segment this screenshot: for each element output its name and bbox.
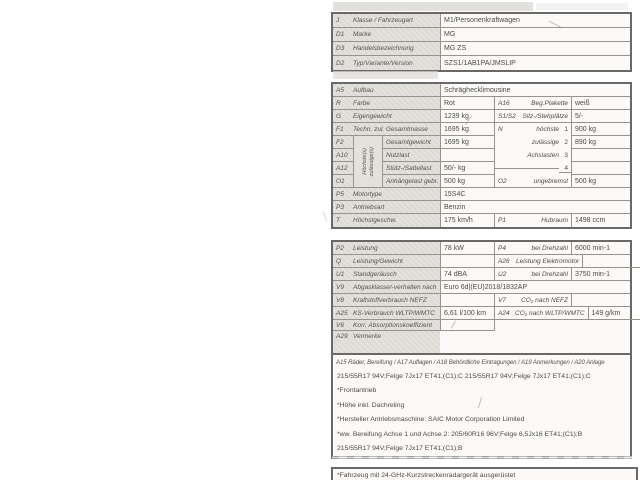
absorption-value <box>440 320 495 331</box>
handelsbezeichnung-label-cell <box>333 42 440 56</box>
hoechstgeschw-label-cell <box>333 214 440 227</box>
field-label: Nutzlast <box>386 151 410 159</box>
field-label: Leistung/Gewicht <box>353 257 403 265</box>
leistung-value: 78 kW <box>440 242 495 255</box>
field-code: V9 <box>336 283 344 291</box>
motortype-value: 15S4C <box>440 188 630 201</box>
row-verbrauch-wltp <box>333 307 630 320</box>
marke-value: MG <box>440 28 630 42</box>
aufbau-value: Schräghecklimousine <box>440 84 630 97</box>
achslasten-line <box>495 136 630 149</box>
stuetzlast-label-cell <box>383 162 440 175</box>
row-typ-variante-version <box>333 56 630 70</box>
drehzahl-code: P4 <box>495 242 515 255</box>
remark-line: 215/55R17 94V;Felge 7Jx17 ET41;(C1);C 215/55R17 94V;Felge 7Jx17 ET41;(C1);C <box>337 372 591 380</box>
vertical-label-line: Höchste(s) <box>361 148 368 175</box>
field-code: O1 <box>336 177 345 185</box>
ungebremst-code: O2 <box>495 175 515 188</box>
standgeraeusch-value: 74 dBA <box>440 268 495 281</box>
remark-line: *Hersteller Antriebsmaschine: SAIC Motor Corporation Limited <box>337 416 525 424</box>
co2-wltp-code: A24 <box>495 307 515 320</box>
achslasten-num: 1 <box>564 126 568 133</box>
field-code: A12 <box>336 164 348 172</box>
field-label: Höchstgeschw. <box>353 217 397 224</box>
farbe-label-cell <box>333 97 440 110</box>
elektromotor-code: A26 <box>495 255 515 268</box>
ungebremst-value: 500 kg <box>571 175 630 188</box>
scan-artifact <box>323 212 327 222</box>
remark-line: *Höhe inkl. Dachreling <box>337 401 405 409</box>
field-code: D1 <box>336 31 345 38</box>
verbrauch-nefz-label-cell <box>333 294 440 307</box>
field-code: F2 <box>336 138 344 146</box>
leistung-gewicht-value <box>440 255 495 268</box>
field-code: D3 <box>336 45 345 52</box>
ungebremst-label: ungebremst <box>515 175 571 188</box>
field-label: Vermerke <box>353 333 381 340</box>
field-label: Typ/Variante/Version <box>353 59 413 67</box>
row-verbrauch-nefz <box>333 294 630 307</box>
remark-line: *Frontantrieb <box>337 387 377 395</box>
antriebsart-value: Benzin <box>440 201 630 214</box>
field-code: P2 <box>336 244 344 252</box>
achslasten-value: 900 kg <box>571 123 630 136</box>
field-code: G <box>336 112 342 120</box>
abgasklasse-label-cell <box>333 281 440 294</box>
leistung-label-cell <box>333 242 440 255</box>
achslasten-code <box>495 168 515 169</box>
section-identification <box>331 12 632 72</box>
achslasten-line <box>495 123 630 136</box>
anhaengelast-value: 500 kg <box>440 175 495 188</box>
field-label: Korr. Absorptionskoeffizient <box>353 321 432 329</box>
sitzplaetze-value: 5/- <box>571 110 630 123</box>
remark-line: 215/55R17 94V;Felge 7Jx17 ET41;(C1);B <box>337 445 463 453</box>
section-footer-cutoff <box>331 467 638 480</box>
achslasten-label <box>515 168 559 169</box>
field-label: Anhängelast gebr. <box>386 177 439 185</box>
achslasten-num: 4 <box>559 165 571 173</box>
farbe-value: Rot <box>440 97 495 110</box>
abgasklasse-value: Euro 6d|(EU)2018/1832AP <box>440 281 630 294</box>
drehzahl-value: 6000 min-1 <box>571 242 630 255</box>
achslasten-merged-cell <box>495 123 630 175</box>
elektromotor-value <box>582 255 640 268</box>
nutzlast-label-cell <box>383 149 440 162</box>
co2-nefz-label: CO₂ nach NEFZ <box>515 294 571 307</box>
field-label: Techn. zul. Gesamtmasse <box>353 125 428 133</box>
field-code: V8 <box>336 296 344 304</box>
sitzplaetze-code: S1/S2 <box>495 110 515 123</box>
row-standgeraeusch <box>333 268 630 281</box>
row-marke <box>333 28 630 42</box>
field-label: Leistung <box>353 244 378 252</box>
plakette-code: A16 <box>495 97 515 110</box>
anhaengelast-code-cell <box>333 175 353 188</box>
row-motortype <box>333 188 630 201</box>
field-code: U1 <box>336 270 345 278</box>
plakette-label: Beg.Plakette <box>515 97 571 110</box>
gesamtgewicht-value: 1695 kg <box>440 136 495 149</box>
drehzahl2-code: U2 <box>495 268 515 281</box>
vermerke-empty-zone <box>440 331 630 353</box>
verbrauch-nefz-value <box>440 294 495 307</box>
section-technical <box>331 82 632 229</box>
achslasten-value: 890 kg <box>571 136 630 149</box>
achslasten-label: höchste <box>536 126 559 133</box>
label-column-artifact <box>333 71 438 79</box>
row-klasse <box>333 14 630 28</box>
achslasten-label: zulässige <box>531 139 559 146</box>
remarks-section <box>333 353 630 456</box>
plakette-value: weiß <box>571 97 630 110</box>
verbrauch-wltp-value: 6,61 l/100 km <box>440 307 495 320</box>
gesamtgewicht-code-cell <box>333 136 353 149</box>
gesamtmasse-value: 1695 kg <box>440 123 495 136</box>
achslasten-num: 3 <box>564 152 568 159</box>
field-code: T <box>336 217 340 224</box>
marke-label-cell <box>333 28 440 42</box>
row-hoechstgeschw <box>333 214 630 227</box>
anhaengelast-label-cell <box>383 175 440 188</box>
row-eigengewicht <box>333 110 630 123</box>
hubraum-label: Hubraum <box>541 217 568 224</box>
row-absorption <box>333 320 630 331</box>
field-label: KS-Verbrauch WLTP/WMTC <box>353 309 435 317</box>
scan-smudge <box>332 456 632 459</box>
hoechstzulaessige-vertical-label <box>353 136 383 188</box>
achslasten-num: 2 <box>564 139 568 146</box>
field-code: P5 <box>336 190 344 198</box>
row-vermerke <box>333 331 630 353</box>
eigengewicht-label-cell <box>333 110 440 123</box>
field-label: Farbe <box>353 99 370 107</box>
footer-line: *Fahrzeug mit 24-GHz-Kurzstreckenradargerät ausgerüstet <box>337 471 516 479</box>
field-label: Gesamtgewicht <box>386 138 431 146</box>
field-code: A5 <box>336 86 344 94</box>
achslasten-value <box>571 149 630 162</box>
field-code: V6 <box>336 321 344 329</box>
leistung-gewicht-label-cell <box>333 255 440 268</box>
field-label: Eigengewicht <box>353 112 392 120</box>
cutoff-row-artifact <box>536 3 628 10</box>
field-label: Kraftstoffverbrauch NEFZ <box>353 296 427 304</box>
row-handelsbezeichnung <box>333 42 630 56</box>
field-label: Abgasklasse/-verhalten nach <box>353 283 437 291</box>
achslasten-label: Achslasten <box>527 152 559 159</box>
achslasten-line <box>495 162 630 175</box>
field-code: D2 <box>336 59 345 67</box>
standgeraeusch-label-cell <box>333 268 440 281</box>
drehzahl-label: bei Drehzahl <box>515 242 571 255</box>
co2-nefz-value <box>571 294 630 307</box>
stuetzlast-value: 50/- kg <box>440 162 495 175</box>
field-label: Antriebsart <box>353 203 385 211</box>
field-label: Stütz-/Sattellast <box>386 164 432 172</box>
motortype-label-cell <box>333 188 440 201</box>
field-code: P3 <box>336 203 344 211</box>
row-leistung <box>333 242 630 255</box>
field-code: F1 <box>336 125 344 133</box>
typ-label-cell <box>333 56 440 70</box>
registration-document <box>331 0 632 480</box>
field-code: Q <box>336 257 342 265</box>
hubraum-code: P1 <box>498 217 506 224</box>
co2-wltp-value: 149 g/km <box>588 307 640 320</box>
nutzlast-value <box>440 149 495 162</box>
remarks-header: A15 Räder, Bereifung / A17 Auflagen / A18 Behördliche Eintragungen / A19 Anmerkungen / A20 Anlage <box>336 358 605 366</box>
field-label: Aufbau <box>353 86 374 94</box>
gesamtgewicht-label-cell <box>383 136 440 149</box>
klasse-value: M1/Personenkraftwagen <box>440 14 630 28</box>
field-code: J <box>336 17 340 24</box>
field-code: A25 <box>336 309 348 317</box>
field-label: Marke <box>353 31 372 38</box>
eigengewicht-value: 1239 kg <box>440 110 495 123</box>
achslasten-code: N <box>498 126 503 133</box>
absorption-label-cell <box>333 320 440 331</box>
field-label: Klasse / Fahrzeugart <box>353 17 413 24</box>
field-code: A10 <box>336 151 348 159</box>
row-farbe <box>333 97 630 110</box>
field-code: A29 <box>336 333 348 340</box>
hoechstgeschw-value: 175 km/h <box>440 214 495 227</box>
row-leistung-gewicht <box>333 255 630 268</box>
drehzahl2-label: bei Drehzahl <box>515 268 571 281</box>
field-label: Motortype <box>353 190 382 198</box>
achslasten-value <box>571 162 630 175</box>
elektromotor-label: Leistung Elektromotor <box>515 255 582 268</box>
nutzlast-code-cell <box>333 149 353 162</box>
achslasten-line <box>495 149 630 162</box>
row-abgasklasse <box>333 281 630 294</box>
verbrauch-wltp-label-cell <box>333 307 440 320</box>
row-aufbau <box>333 84 630 97</box>
hubraum-value: 1498 ccm <box>571 214 630 227</box>
drehzahl2-value: 3750 min-1 <box>571 268 630 281</box>
field-label: Standgeräusch <box>353 270 397 278</box>
section-performance <box>331 240 632 459</box>
gesamtmasse-label-cell <box>333 123 440 136</box>
klasse-label-cell <box>333 14 440 28</box>
co2-wltp-label: CO₂ nach WLTP/WMTC <box>515 307 588 320</box>
typ-value: SZS1/1AB1PA/JMSLIP <box>440 56 630 70</box>
cutoff-row-artifact <box>333 2 533 11</box>
antriebsart-label-cell <box>333 201 440 214</box>
field-label: Handelsbezeichnung <box>353 45 414 52</box>
field-code: R <box>336 99 341 107</box>
remark-line: *ww. Bereifung Achse 1 und Achse 2: 205/60R16 96V;Felge 6,5Jx16 ET41;(C1);B <box>337 430 583 438</box>
vertical-label-line: zulässige(s) <box>368 146 375 177</box>
stuetzlast-code-cell <box>333 162 353 175</box>
vermerke-label-cell <box>333 331 440 353</box>
sitzplaetze-label: Sitz-/Stehplätze <box>515 110 571 123</box>
absorption-empty-zone <box>495 320 630 331</box>
row-antriebsart <box>333 201 630 214</box>
co2-nefz-code: V7 <box>495 294 515 307</box>
handelsbezeichnung-value: MG ZS <box>440 42 630 56</box>
aufbau-label-cell <box>333 84 440 97</box>
